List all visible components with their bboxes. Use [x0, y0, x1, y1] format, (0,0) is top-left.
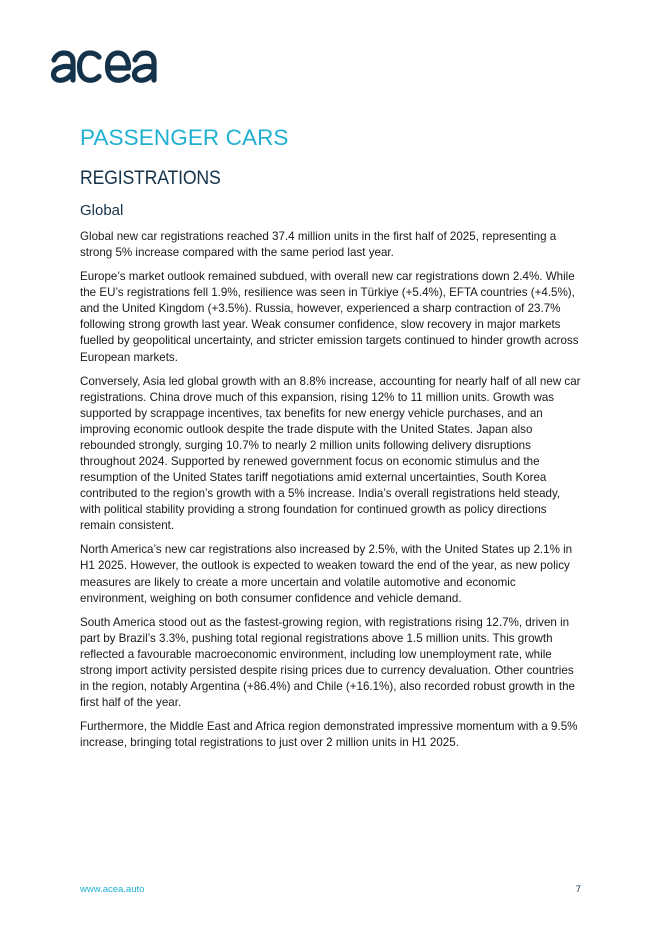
section-title: PASSENGER CARS	[80, 125, 289, 150]
region-title: Global	[80, 202, 124, 219]
footer-website-link[interactable]: www.acea.auto	[80, 884, 145, 895]
body-text	[80, 229, 582, 759]
acea-logo-mark	[49, 44, 163, 90]
acea-logo	[49, 44, 163, 90]
paragraph-europe: Europe’s market outlook remained subdued, with overall new car registrations down 2.4%. While the EU’s registrations fell 1.9%, resilience was seen in Türkiye (+5.4%), EFTA countries (+4.5%), and the United Kingdom (+3.5%). Russia, however, experienced a sharp contraction of 23.7% following strong growth last year. Weak consumer confidence, slow recovery in major markets fuelled by geopolitical uncertainty, and stricter emission targets continued to hinder growth across European markets.	[80, 270, 579, 364]
page-number: 7	[575, 884, 581, 895]
paragraph-asia: Conversely, Asia led global growth with an 8.8% increase, accounting for nearly half of all new car registrations. China drove much of this expansion, rising 12% to 11 million units. Growth was supported by scrappage incentives, tax benefits for new energy vehicle purchases, and an improving economic outlook despite the trade dispute with the United States. Japan also rebounded strongly, surging 10.7% to nearly 2 million units following delivery disruptions throughout 2024. Supported by renewed government focus on economic stimulus and the resumption of the United States tariff negotiations amid external uncertainties, South Korea contributed to the region’s growth with a 5% increase. India’s overall registrations held steady, with political stability providing a strong foundation for continued growth as policy directions remain consistent.	[80, 374, 581, 533]
paragraph-south-america: South America stood out as the fastest-growing region, with registrations rising 12.7%, driven in part by Brazil’s 3.3%, pushing total regional registrations above 1.5 million units. This growth reflected a favourable macroeconomic environment, including low unemployment rate, while strong import activity persisted despite rising prices due to currency devaluation. Other countries in the region, notably Argentina (+86.4%) and Chile (+16.1%), also recorded robust growth in the first half of the year.	[80, 615, 575, 710]
paragraph-global: Global new car registrations reached 37.4 million units in the first half of 2025, representing a strong 5% increase compared with the same period last year.	[80, 230, 557, 260]
paragraph-middle-east-africa: Furthermore, the Middle East and Africa region demonstrated impressive momentum with a 9.5% increase, bringing total registrations to just over 2 million units in H1 2025.	[80, 720, 578, 750]
paragraph-north-america: North America’s new car registrations also increased by 2.5%, with the United States up 2.1% in H1 2025. However, the outlook is expected to weaken toward the end of the year, as new policy measures are likely to create a more uncertain and volatile automotive and economic environment, weighing on both consumer confidence and vehicle demand.	[80, 543, 573, 605]
subsection-title: REGISTRATIONS	[80, 168, 221, 189]
